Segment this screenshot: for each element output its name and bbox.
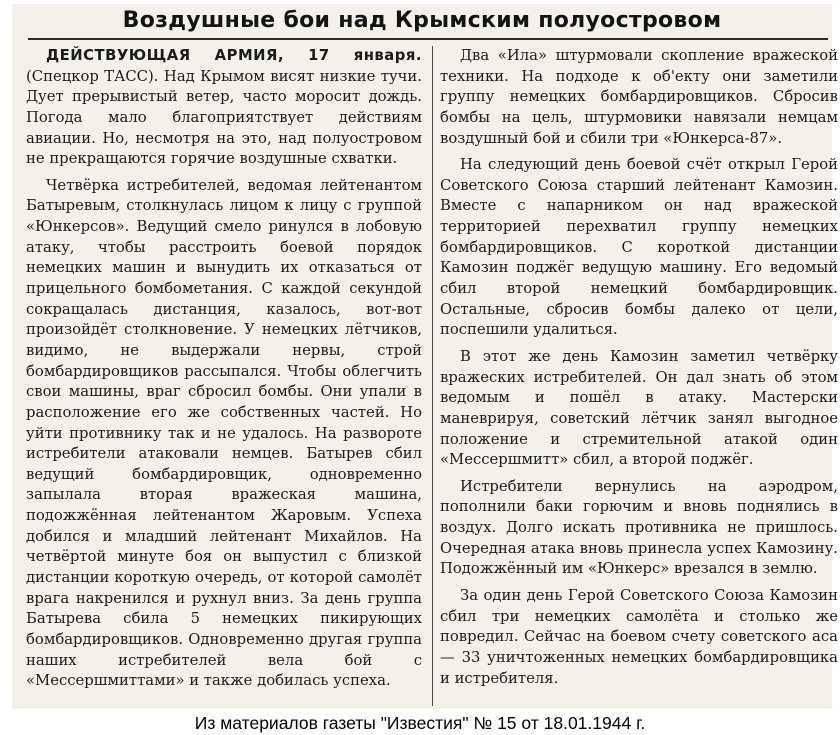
newspaper-clipping [12, 4, 838, 709]
source-caption: Из материалов газеты "Известия" № 15 от 18.01.1944 г. [194, 713, 646, 733]
headline-rule [28, 38, 828, 40]
lead-paragraph [26, 46, 422, 170]
left-column [26, 46, 422, 706]
right-column [440, 46, 838, 706]
dateline: ДЕЙСТВУЮЩАЯ АРМИЯ, 17 января. [46, 47, 422, 64]
article-paragraph: Истребители вернулись на аэродром, пополнили баки горючим и вновь поднялись в воздух. Долго искать противника не пришлось. Очередная атака вновь принесла успех Камозину. Подожжённый им «Юнкерс» врезался в землю. [440, 477, 838, 578]
article-paragraph: На следующий день боевой счёт открыл Герой Советского Союза старший лейтенант Камозин. Вместе с напарником он над вражеской территорией перехватил группу немецких бомбардировщиков. С короткой дистанции Камозин поджёг ведущую машину. Его ведомый сбил второй немецкий бомбардировщик. Остальные, сбросив бомбы далеко от цели, поспешили удалиться. [440, 156, 838, 339]
lead-text: (Спецкор ТАСС). Над Крымом висят низкие тучи. Дует прерывистый ветер, часто моросит дождь. Погода мало благоприятствует действиям авиации. Но, несмотря на это, над полуостровом не прекращаются горячие воздушные схватки. [26, 67, 422, 168]
article-paragraph: Четвёрка истребителей, ведомая лейтенантом Батыревым, столкнулась лицом к лицу с группой «Юнкерсов». Ведущий смело ринулся в лобовую атаку, чтобы расстроить боевой порядок немецких машин и вынудить их отказаться от прицельного бомбометания. С каждой секундой сокращалась дистанция, казалось, вот-вот произойдёт столкновение. У немецких лётчиков, видимо, не выдержали нервы, строй бомбардировщиков рассыпался. Чтобы облегчить свои машины, враг сбросил бомбы. Они упали в расположение его же собственных частей. Но уйти противнику так и не удалось. На развороте истребители атаковали немцев. Батырев сбил ведущий бомбардировщик, одновременно запылала вторая вражеская машина, подожжённая лейтенантом Жаровым. Успеха добился и младший лейтенант Михайлов. На четвёртой минуте боя он выпустил с близкой дистанции короткую очередь, от которой самолёт врага накренился и рухнул вниз. За день группа Батырева сбила 5 немецких пикирующих бомбардировщиков. Одновременно другая группа наших истребителей вела бой с «Мессершмиттами» и также добилась успеха. [26, 176, 422, 690]
article-paragraph: Два «Ила» штурмовали скопление вражеской техники. На подходе к об'екту они заметили группу немецких бомбардировщиков. Сбросив бомбы на цель, штурмовики навязали немцам воздушный бой и сбили три «Юнкерса-87». [440, 47, 838, 147]
article-paragraph: За один день Герой Советского Союза Камозин сбил три немецких самолёта и столько же повредил. Сейчас на боевом счету советского аса — 33 уничтоженных немецких бомбардировщика и истребителя. [440, 587, 838, 687]
column-divider [432, 46, 433, 706]
article-paragraph: В этот же день Камозин заметил четвёрку вражеских истребителей. Он дал знать об этом ведомым и пошёл в атаку. Мастерски маневрируя, советский лётчик занял выгодное положение и стремительной атакой один «Мессершмитт» сбил, а второй поджёг. [440, 347, 838, 469]
article-headline: Воздушные бои над Крымским полуостровом [122, 8, 722, 33]
